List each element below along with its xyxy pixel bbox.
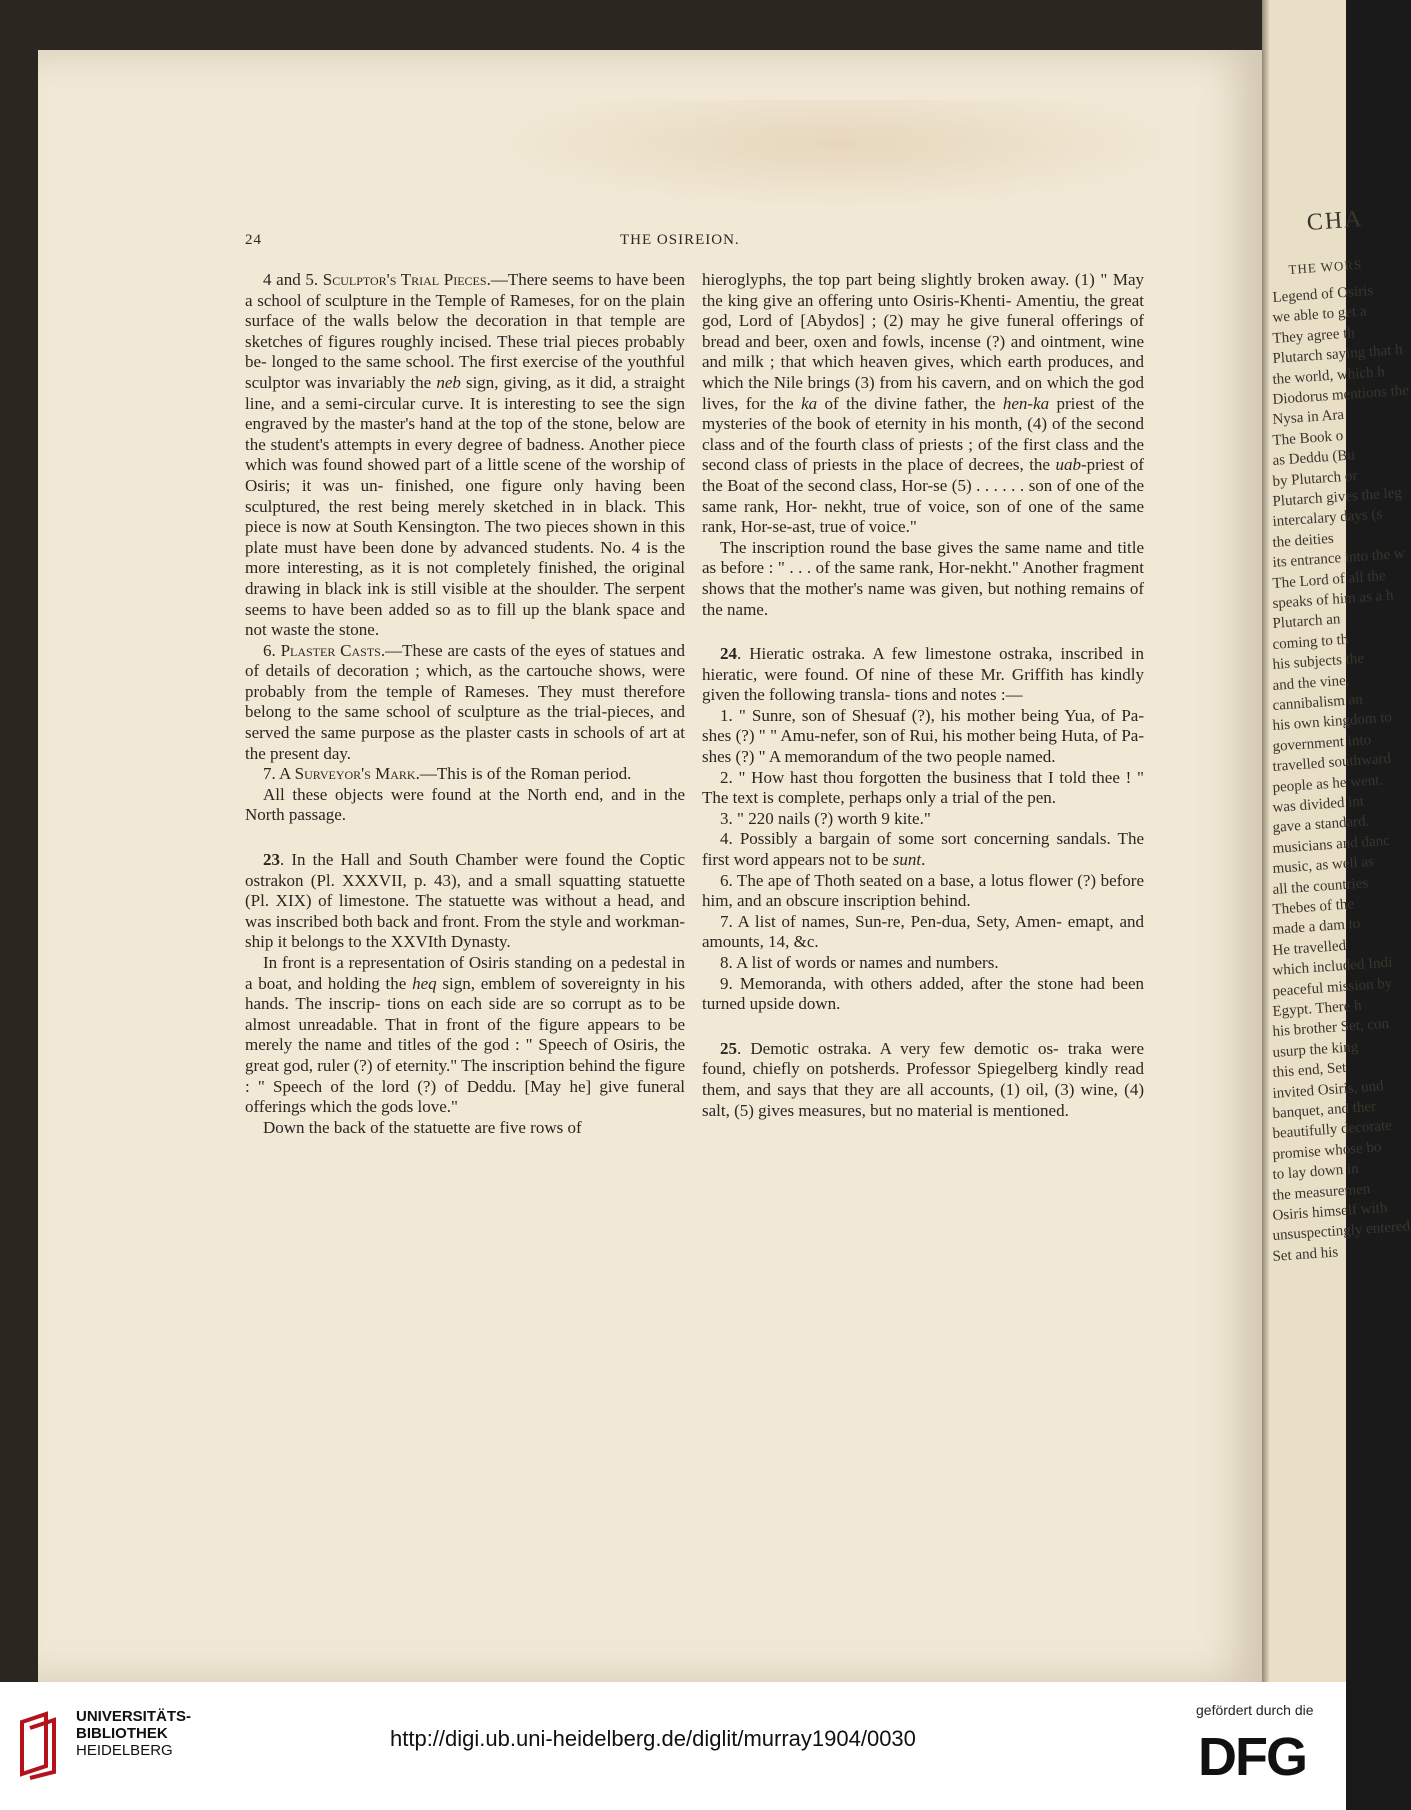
facing-page-line: beautifully decorate: [1272, 1118, 1393, 1143]
facing-page-line: people as he went.: [1272, 771, 1384, 796]
paragraph: [702, 871, 1144, 912]
text-run: 2. " How hast thou forgotten the business that I told thee ! " The text is complete, perhaps only a trial of the pen.: [702, 767, 1144, 808]
text-run: Plaster Casts: [280, 640, 381, 660]
facing-page-line: his subjects the: [1272, 650, 1365, 674]
dfg-logo: DFG: [1198, 1727, 1306, 1787]
right-column: [702, 270, 1144, 1121]
section-number: 23: [263, 850, 280, 870]
paragraph: [702, 912, 1144, 953]
text-run: All these objects were found at the North end, and in the North passage.: [245, 784, 685, 825]
text-run: 6.: [263, 640, 281, 660]
facing-page-line: its entrance into the w: [1272, 545, 1406, 572]
text-run: sign, giving, as it did, a straight line, and a semi-circular curve. It is interesting to see the sign engraved by the master's hand at the top of the stone, below are the student's attempts in every degree of badness. Another piece which was found showed part of a little scene of the worship of Osiris; it was un- finished, one figure only having been sculptured, the rest being merely sketched in in black. This piece is now at South Kensington. The two pieces shown in this plate must have been done by advanced students. No. 4 is the more interesting, as it is not completely finished, the original drawing in black ink is still visible at the shoulder. The serpent seems to have been added so as to fill up the blank space and not waste the stone.: [245, 372, 685, 640]
facing-page-line: invited Osiris, und: [1272, 1077, 1385, 1102]
text-run: 7. A list of names, Sun-re, Pen-dua, Sety, Amen- emapt, and amounts, 14, &c.: [702, 911, 1144, 952]
text-run: . Demotic ostraka. A very few demotic os- traka were found, chiefly on potsherds. Professor Spiegelberg kindly read them, and says that they are all accounts, (1) oil, (3) wine, (4) salt, (5) gives measures, but no material is mentioned.: [702, 1038, 1144, 1120]
facing-page-line: and the vine,: [1272, 672, 1350, 694]
university-logo-icon: [16, 1708, 64, 1778]
paragraph: [245, 1118, 685, 1139]
facing-page-line: made a dam to: [1272, 916, 1361, 939]
paragraph: [702, 953, 1144, 974]
paragraph: [245, 953, 685, 1118]
facing-page-line: They agree th: [1272, 325, 1356, 347]
facing-page-edge: [1262, 0, 1411, 1682]
permalink-url[interactable]: http://digi.ub.uni-heidelberg.de/diglit/murray1904/0030: [390, 1726, 916, 1751]
text-run: . Hieratic ostraka. A few limestone ostraka, inscribed in hieratic, were found. Of nine of these Mr. Griffith has kindly given the following transla- tions and notes :—: [702, 644, 1144, 705]
facing-page-line: Plutarch gives the leg: [1272, 484, 1403, 510]
paragraph: [702, 644, 1144, 706]
facing-page-line: THE WORS: [1288, 256, 1363, 277]
facing-page-line: promise whose bo: [1272, 1139, 1383, 1163]
text-run: 4. Possibly a bargain of some sort concerning sandals. The first word appears not to be: [702, 829, 1144, 870]
facing-page-line: The Book o: [1272, 427, 1344, 449]
text-run: 6. The ape of Thoth seated on a base, a lotus flower (?) before him, and an obscure inscription behind.: [702, 870, 1144, 911]
text-run: 9. Memoranda, with others added, after the stone had been turned upside down.: [702, 973, 1144, 1014]
funded-by-text: gefördert durch die: [1196, 1702, 1314, 1718]
water-stain: [478, 100, 1198, 210]
paragraph: [702, 974, 1144, 1015]
facing-page-line: peaceful mission by: [1272, 975, 1393, 1000]
facing-page-line: Egypt. There h: [1272, 997, 1363, 1020]
facing-page-line: travelled southward: [1272, 750, 1392, 776]
facing-page-line: the deities: [1272, 530, 1335, 551]
facing-page-line: this end, Set: [1272, 1060, 1347, 1082]
facing-page-line: Osiris himself with: [1272, 1199, 1388, 1224]
facing-page-line: speaks of him as a h: [1272, 587, 1395, 612]
text-run: -priest of the Boat of the second class, Hor-se (5) . . . . . . son of one of the same rank, Hor- nekht, true of voice, son of one of the same rank, Hor-se-ast, true of voice.": [702, 455, 1144, 537]
text-run: .—This is of the Roman period.: [415, 764, 632, 784]
text-run: 8. A list of words or names and numbers.: [720, 953, 999, 972]
institution-line: HEIDELBERG: [76, 1742, 173, 1759]
paragraph: [245, 270, 685, 641]
paragraph: [245, 785, 685, 826]
text-run: ka: [801, 393, 818, 413]
text-run: .—These are casts of the eyes of statues and of details of decoration ; which, as the cartouche shows, were probably from the temple of Rameses. They must therefore belong to the same school of sculpture as the trial-pieces, and served the same purpose as the plaster casts in schools of art at the present day.: [245, 640, 686, 763]
text-run: priest of the mysteries of the book of eternity in his month, (4) of the second class and of the fourth class of priests ; of the first class and the second class of priests in the place of decrees, the: [702, 393, 1144, 475]
facing-page-line: to lay down in: [1272, 1161, 1360, 1184]
text-run: sign, emblem of sovereignty in his hands. The inscrip- tions on each side are so corrupt as to be almost unreadable. That in front of the figure appears to be merely the name and titles of the god : " Speech of Osiris, the great god, ruler (?) of eternity." The inscription behind the figure : " Speech of the lord (?) of Deddu. [May he] give funeral offerings which the gods love.": [245, 973, 686, 1117]
paragraph: [702, 829, 1144, 870]
paragraph: [245, 641, 685, 765]
text-run: heq: [412, 973, 437, 993]
text-run: The inscription round the base gives the same name and title as before : " . . . of the same rank, Hor-nekht." Another fragment shows that the mother's name was given, but nothing remains of the name.: [702, 537, 1144, 619]
facing-page-line: which included Indi: [1272, 954, 1393, 980]
facing-page-line: the measuremen: [1272, 1180, 1371, 1204]
institution-name: [76, 1708, 191, 1759]
facing-page-line: musicians and danc: [1272, 832, 1391, 857]
text-run: 7. A: [263, 764, 295, 784]
institution-line: BIBLIOTHEK: [76, 1725, 168, 1742]
facing-page-line: Diodorus mentions the: [1272, 382, 1410, 408]
paragraph: [702, 706, 1144, 768]
facing-page-line: The Lord of all the: [1272, 567, 1387, 592]
paragraph: [702, 809, 1144, 830]
text-run: Sculptor's Trial Pieces: [322, 270, 487, 289]
facing-page-line: Plutarch saying that h: [1272, 342, 1404, 368]
facing-page-line: Set and his: [1272, 1244, 1339, 1265]
left-column: [245, 270, 685, 1138]
facing-page-line: the world, which h: [1272, 363, 1386, 388]
paragraph: [702, 1039, 1144, 1121]
facing-page-line: as Deddu (Bu: [1272, 447, 1356, 470]
running-head: THE OSIREION.: [620, 232, 740, 248]
facing-page-line: unsuspectingly entered: [1272, 1218, 1411, 1245]
text-run: Surveyor's Mark: [294, 764, 416, 784]
facing-page-line: usurp the king: [1272, 1038, 1359, 1061]
facing-page-line: government into: [1272, 731, 1372, 755]
section-number: 25: [720, 1038, 737, 1058]
viewer-footer: [0, 1682, 1346, 1810]
paragraph: [702, 538, 1144, 620]
text-run: 4 and 5.: [263, 270, 323, 289]
facing-page-line: cannibalism an: [1272, 691, 1364, 714]
facing-page-line: his own kingdom to: [1272, 710, 1393, 735]
text-run: .: [921, 850, 926, 870]
facing-page-line: was divided int: [1272, 793, 1365, 816]
text-run: hen-ka: [1002, 393, 1050, 413]
text-run: neb: [436, 372, 461, 392]
paragraph: [702, 270, 1144, 538]
facing-page-line: all the countries: [1272, 874, 1369, 898]
text-run: .—There seems to have been a school of sculpture in the Temple of Rameses, for on the plain surface of the walls below the decoration in that temple are sketches of figures roughly incised. These trial pieces probably be- longed to the same school. The first exercise of the youthful sculptor was invariably the: [245, 270, 685, 392]
facing-page-line: by Plutarch or: [1272, 467, 1358, 490]
facing-page-line: music, as well as: [1272, 854, 1375, 878]
facing-page-line: CHA: [1306, 206, 1365, 236]
section-number: 24: [720, 644, 737, 664]
facing-page-line: coming to th: [1272, 631, 1349, 653]
text-run: sunt: [892, 850, 922, 870]
text-run: of the divine father, the: [817, 393, 1003, 413]
facing-page-line: intercalary days (s: [1272, 506, 1383, 531]
text-run: . In the Hall and South Chamber were found the Coptic ostrakon (Pl. XXXVII, p. 43), and a small squatting statuette (Pl. XIX) of limestone. The statuette was without a head, and was inscribed both back and front. From the style and workman- ship it belongs to the XXVIth Dynasty.: [245, 850, 685, 952]
facing-page-line: we able to get a: [1272, 303, 1368, 327]
facing-page-line: He travelled: [1272, 937, 1347, 959]
facing-page-line: gave a standard.: [1272, 813, 1370, 837]
text-run: 1. " Sunre, son of Shesuaf (?), his mother being Yua, of Pa-shes (?) " " Amu-nefer, son of Rui, his mother being Huta, of Pa-shes (?) " A memorandum of the two people named.: [702, 705, 1144, 767]
institution-line: UNIVERSITÄTS-: [76, 1708, 192, 1725]
paragraph: [702, 768, 1144, 809]
facing-page-line: Plutarch an: [1272, 611, 1341, 633]
text-run: hieroglyphs, the top part being slightly broken away. (1) " May the king give an offering unto Osiris-Khenti- Amentiu, the great god, Lord of [Abydos] ; (2) may he give funeral offerings of bread and beer, oxen and fowls, incense (?) and ointment, wine and milk ; that which heaven gives, which earth produces, and which the Nile brings (3) from his cavern, and on which the god lives, for the: [702, 270, 1144, 413]
text-run: 3. " 220 nails (?) worth 9 kite.": [720, 808, 931, 828]
facing-page-line: his brother Set, con: [1272, 1016, 1390, 1041]
text-run: In front is a representation of Osiris standing on a pedestal in a boat, and holding the: [245, 953, 685, 993]
page-number: 24: [245, 232, 262, 248]
facing-page-line: banquet, and ther: [1272, 1098, 1377, 1122]
facing-page-line: Thebes of the: [1272, 896, 1355, 918]
paragraph: [245, 850, 685, 953]
text-run: uab: [1055, 455, 1081, 475]
facing-page-line: Nysa in Ara: [1272, 407, 1345, 429]
paragraph: [245, 764, 685, 785]
facing-page-line: Legend of Osiris: [1272, 282, 1374, 306]
text-run: Down the back of the statuette are five rows of: [263, 1117, 582, 1137]
